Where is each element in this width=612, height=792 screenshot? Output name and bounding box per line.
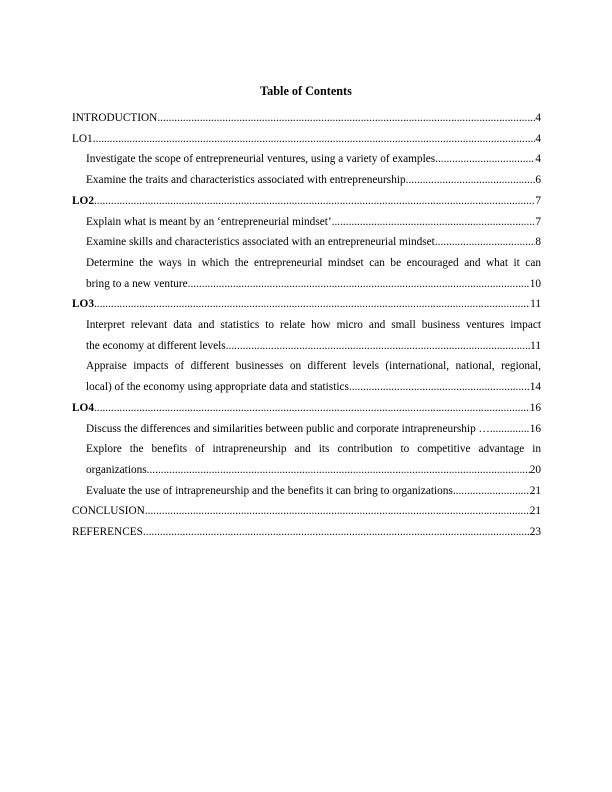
toc-subentry[interactable]: [72, 481, 541, 502]
toc-page-number: 21: [529, 505, 541, 518]
toc-page-number: 11: [530, 339, 541, 352]
toc-entry-line-1: Determine the ways in which the entrepreneurial mindset can be encouraged and what it can: [86, 256, 541, 269]
dot-leader: [94, 294, 530, 315]
toc-page-number: 6: [535, 174, 541, 187]
toc-entry-label: Discuss the differences and similarities between public and corporate intrapreneurship …: [86, 422, 490, 435]
dot-leader: [406, 170, 536, 191]
toc-entry-lo3[interactable]: [72, 294, 541, 315]
toc-subentry[interactable]: [72, 170, 541, 191]
toc-entry-line-2: organizations: [86, 463, 147, 476]
toc-entry-line-2: bring to a new venture: [86, 277, 188, 290]
toc-entry-line-1: Explore the benefits of intrapreneurship and its contribution to competitive advantage in: [86, 443, 541, 456]
toc-entry-lo1[interactable]: [72, 129, 541, 150]
dot-leader: [145, 501, 530, 522]
toc-entry-introduction[interactable]: [72, 108, 541, 129]
toc-subentry[interactable]: [72, 232, 541, 253]
toc-entry-conclusion[interactable]: [72, 501, 541, 522]
toc-page-number: 14: [529, 381, 541, 394]
dot-leader: [157, 108, 535, 129]
toc-entry-label: REFERENCES: [72, 526, 143, 539]
toc-entry-label: Examine the traits and characteristics associated with entrepreneurship: [86, 174, 406, 187]
toc-entry-label: Evaluate the use of intrapreneurship and the benefits it can bring to organizations: [86, 484, 453, 497]
toc-page-number: 11: [530, 298, 541, 311]
dot-leader: [332, 212, 536, 233]
dot-leader: [349, 377, 530, 398]
toc-entry-label: LO2: [72, 194, 94, 207]
toc-page-number: 21: [529, 484, 541, 497]
toc-subentry[interactable]: [72, 149, 541, 170]
dot-leader: [435, 149, 535, 170]
dot-leader: [94, 398, 530, 419]
toc-entry-label: LO4: [72, 401, 94, 414]
toc-entry-lo4[interactable]: [72, 398, 541, 419]
table-of-contents: [72, 108, 541, 543]
toc-page-number: 16: [529, 401, 541, 414]
toc-title: Table of Contents: [260, 84, 352, 98]
toc-page-number: 20: [529, 463, 541, 476]
toc-entry-label: Explain what is meant by an ‘entrepreneurial mindset’: [86, 215, 332, 228]
toc-subentry-multiline[interactable]: [72, 439, 541, 480]
toc-entry-label: CONCLUSION: [72, 505, 145, 518]
toc-page-number: 16: [529, 422, 541, 435]
toc-entry-line-2: local) of the economy using appropriate data and statistics: [86, 381, 349, 394]
toc-subentry-multiline[interactable]: [72, 356, 541, 397]
toc-page-number: 4: [535, 112, 541, 124]
toc-entry-line-1: Interpret relevant data and statistics to relate how micro and small business ventures impact: [86, 319, 541, 332]
toc-entry-line-1: Appraise impacts of different businesses on different levels (international, national, regional,: [86, 360, 541, 373]
dot-leader: [143, 522, 530, 543]
toc-entry-lo2[interactable]: [72, 191, 541, 212]
toc-page-number: 4: [535, 132, 541, 145]
dot-leader: [490, 419, 530, 440]
dot-leader: [147, 460, 530, 481]
toc-entry-label: LO1: [72, 132, 93, 145]
toc-entry-references[interactable]: [72, 522, 541, 543]
toc-page-number: 7: [535, 215, 541, 228]
toc-subentry-multiline[interactable]: [72, 315, 541, 356]
dot-leader: [188, 274, 530, 295]
toc-subentry[interactable]: [72, 212, 541, 233]
toc-page-number: 7: [535, 194, 541, 207]
toc-page-number: 8: [535, 236, 541, 249]
toc-page-number: 10: [529, 277, 541, 290]
dot-leader: [435, 232, 536, 253]
dot-leader: [93, 129, 536, 150]
dot-leader: [94, 191, 535, 212]
toc-entry-line-2: the economy at different levels: [86, 339, 226, 352]
toc-subentry[interactable]: [72, 419, 541, 440]
toc-entry-label: Examine skills and characteristics associated with an entrepreneurial mindset: [86, 236, 435, 249]
toc-subentry-multiline[interactable]: [72, 253, 541, 294]
dot-leader: [453, 481, 530, 502]
toc-page-number: 4: [535, 153, 541, 166]
dot-leader: [226, 336, 530, 357]
toc-entry-label: Investigate the scope of entrepreneurial ventures, using a variety of examples: [86, 153, 436, 166]
toc-entry-label: INTRODUCTION: [72, 112, 158, 124]
toc-page-number: 23: [529, 526, 541, 539]
toc-entry-label: LO3: [72, 298, 94, 311]
